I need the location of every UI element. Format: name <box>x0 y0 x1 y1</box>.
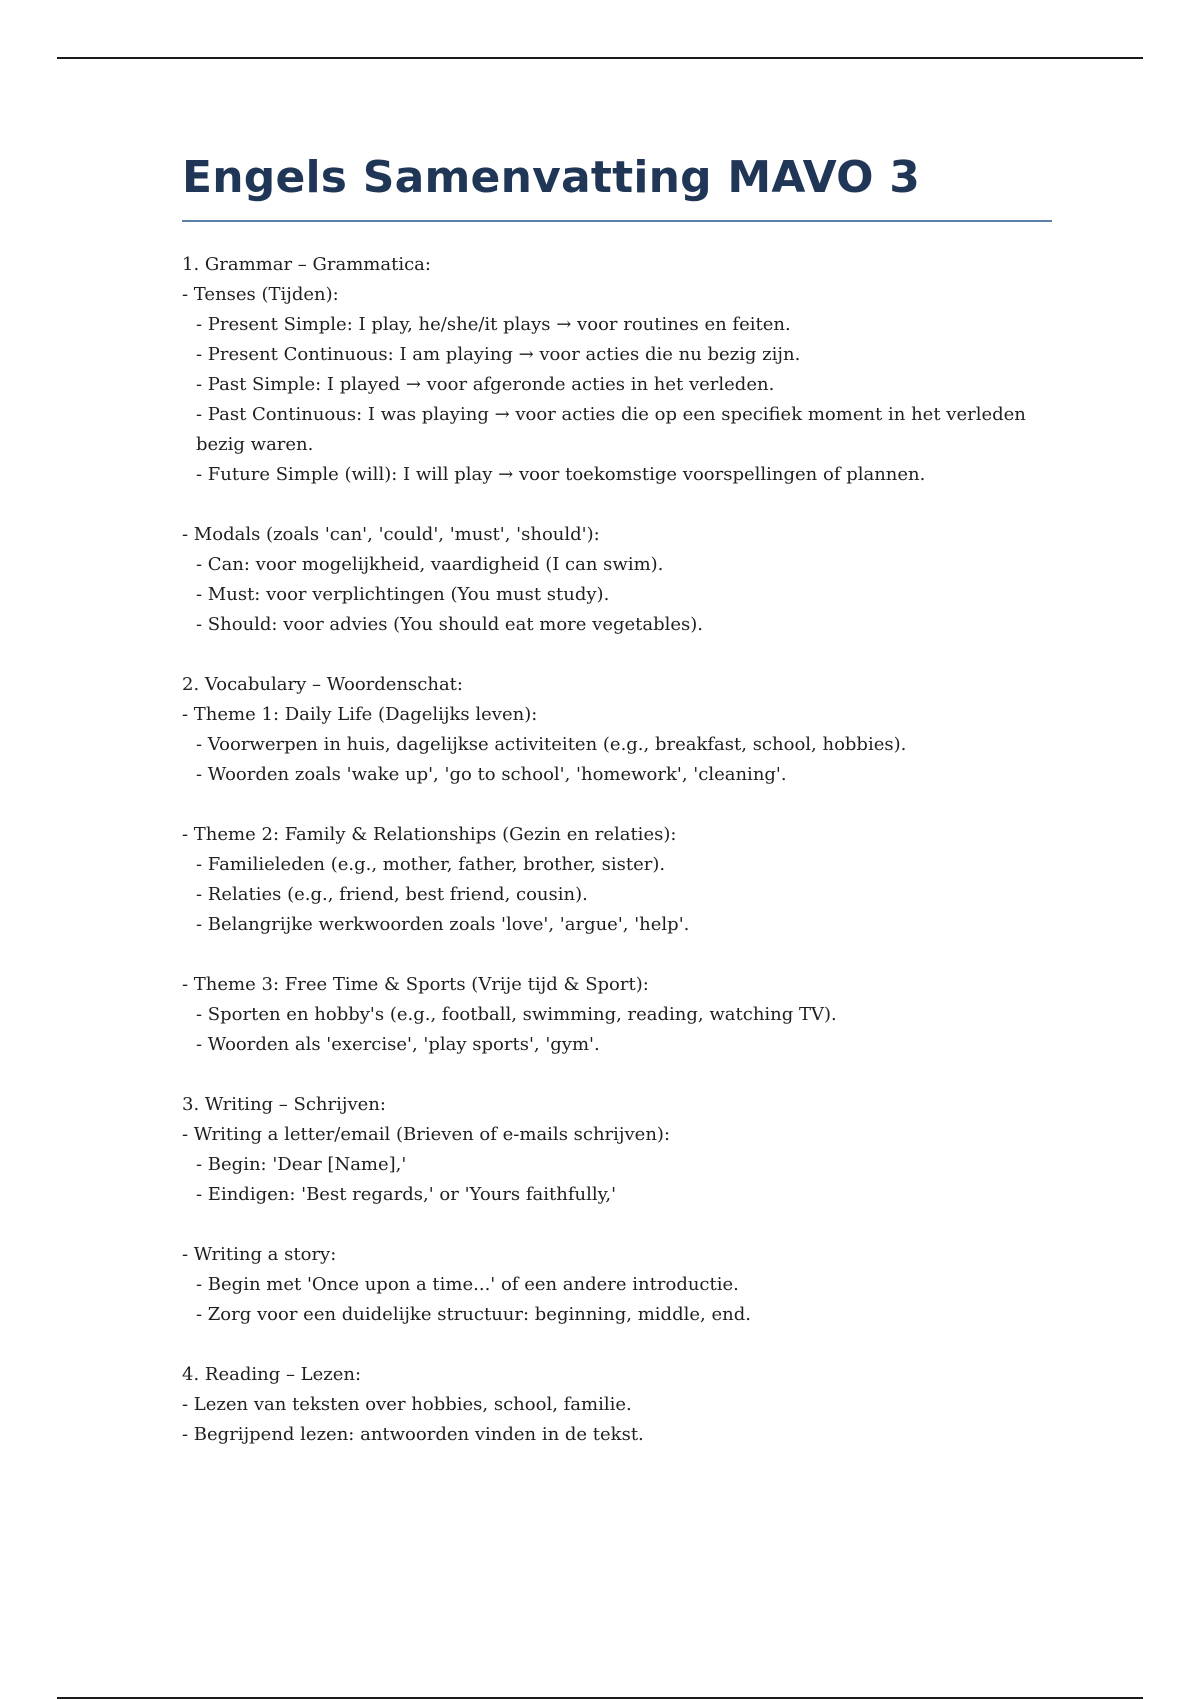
list-item: - Theme 3: Free Time & Sports (Vrije tijd & Sport): <box>182 974 649 995</box>
sub-list-item: - Begin met 'Once upon a time...' of een andere introductie. <box>196 1274 739 1295</box>
blank-line <box>182 490 1052 520</box>
list-item: - Lezen van teksten over hobbies, school, familie. <box>182 1394 632 1415</box>
list-item: 4. Reading – Lezen: <box>182 1364 362 1385</box>
sub-list-item: - Familieleden (e.g., mother, father, brother, sister). <box>196 854 666 875</box>
list-item: - Modals (zoals 'can', 'could', 'must', 'should'): <box>182 524 600 545</box>
blank-line <box>182 790 1052 820</box>
sub-list-item: - Begin: 'Dear [Name],' <box>196 1154 407 1175</box>
list-item: - Begrijpend lezen: antwoorden vinden in de tekst. <box>182 1424 644 1445</box>
sub-list-item: - Past Simple: I played → voor afgeronde acties in het verleden. <box>196 374 775 395</box>
list-item: - Theme 2: Family & Relationships (Gezin en relaties): <box>182 824 677 845</box>
document-page <box>182 148 1052 1450</box>
sub-list-item: - Should: voor advies (You should eat more vegetables). <box>196 614 704 635</box>
header-rule <box>57 57 1143 59</box>
sub-list-item: - Belangrijke werkwoorden zoals 'love', 'argue', 'help'. <box>196 914 690 935</box>
footer-rule <box>57 1697 1143 1699</box>
sub-list-item: - Present Continuous: I am playing → voor acties die nu bezig zijn. <box>196 344 801 365</box>
blank-line <box>182 1210 1052 1240</box>
list-item: 2. Vocabulary – Woordenschat: <box>182 674 463 695</box>
list-item: 3. Writing – Schrijven: <box>182 1094 386 1115</box>
sub-list-item: - Past Continuous: I was playing → voor acties die op een specifiek moment in het verleden bezig waren. <box>196 404 1032 455</box>
list-item: 1. Grammar – Grammatica: <box>182 254 431 275</box>
sub-list-item: - Voorwerpen in huis, dagelijkse activiteiten (e.g., breakfast, school, hobbies). <box>196 734 907 755</box>
list-item: - Theme 1: Daily Life (Dagelijks leven): <box>182 704 538 725</box>
blank-line <box>182 1330 1052 1360</box>
blank-line <box>182 1060 1052 1090</box>
document-body <box>182 250 1052 1450</box>
list-item: - Writing a letter/email (Brieven of e-mails schrijven): <box>182 1124 671 1145</box>
sub-list-item: - Relaties (e.g., friend, best friend, cousin). <box>196 884 588 905</box>
document-title: Engels Samenvatting MAVO 3 <box>182 148 1052 222</box>
sub-list-item: - Future Simple (will): I will play → voor toekomstige voorspellingen of plannen. <box>196 464 926 485</box>
blank-line <box>182 940 1052 970</box>
sub-list-item: - Sporten en hobby's (e.g., football, swimming, reading, watching TV). <box>196 1004 837 1025</box>
sub-list-item: - Can: voor mogelijkheid, vaardigheid (I can swim). <box>196 554 664 575</box>
blank-line <box>182 640 1052 670</box>
sub-list-item: - Woorden zoals 'wake up', 'go to school', 'homework', 'cleaning'. <box>196 764 787 785</box>
sub-list-item: - Zorg voor een duidelijke structuur: beginning, middle, end. <box>196 1304 751 1325</box>
list-item: - Writing a story: <box>182 1244 337 1265</box>
sub-list-item: - Eindigen: 'Best regards,' or 'Yours faithfully,' <box>196 1184 617 1205</box>
sub-list-item: - Must: voor verplichtingen (You must study). <box>196 584 610 605</box>
sub-list-item: - Present Simple: I play, he/she/it plays → voor routines en feiten. <box>196 314 791 335</box>
sub-list-item: - Woorden als 'exercise', 'play sports', 'gym'. <box>196 1034 600 1055</box>
list-item: - Tenses (Tijden): <box>182 284 339 305</box>
